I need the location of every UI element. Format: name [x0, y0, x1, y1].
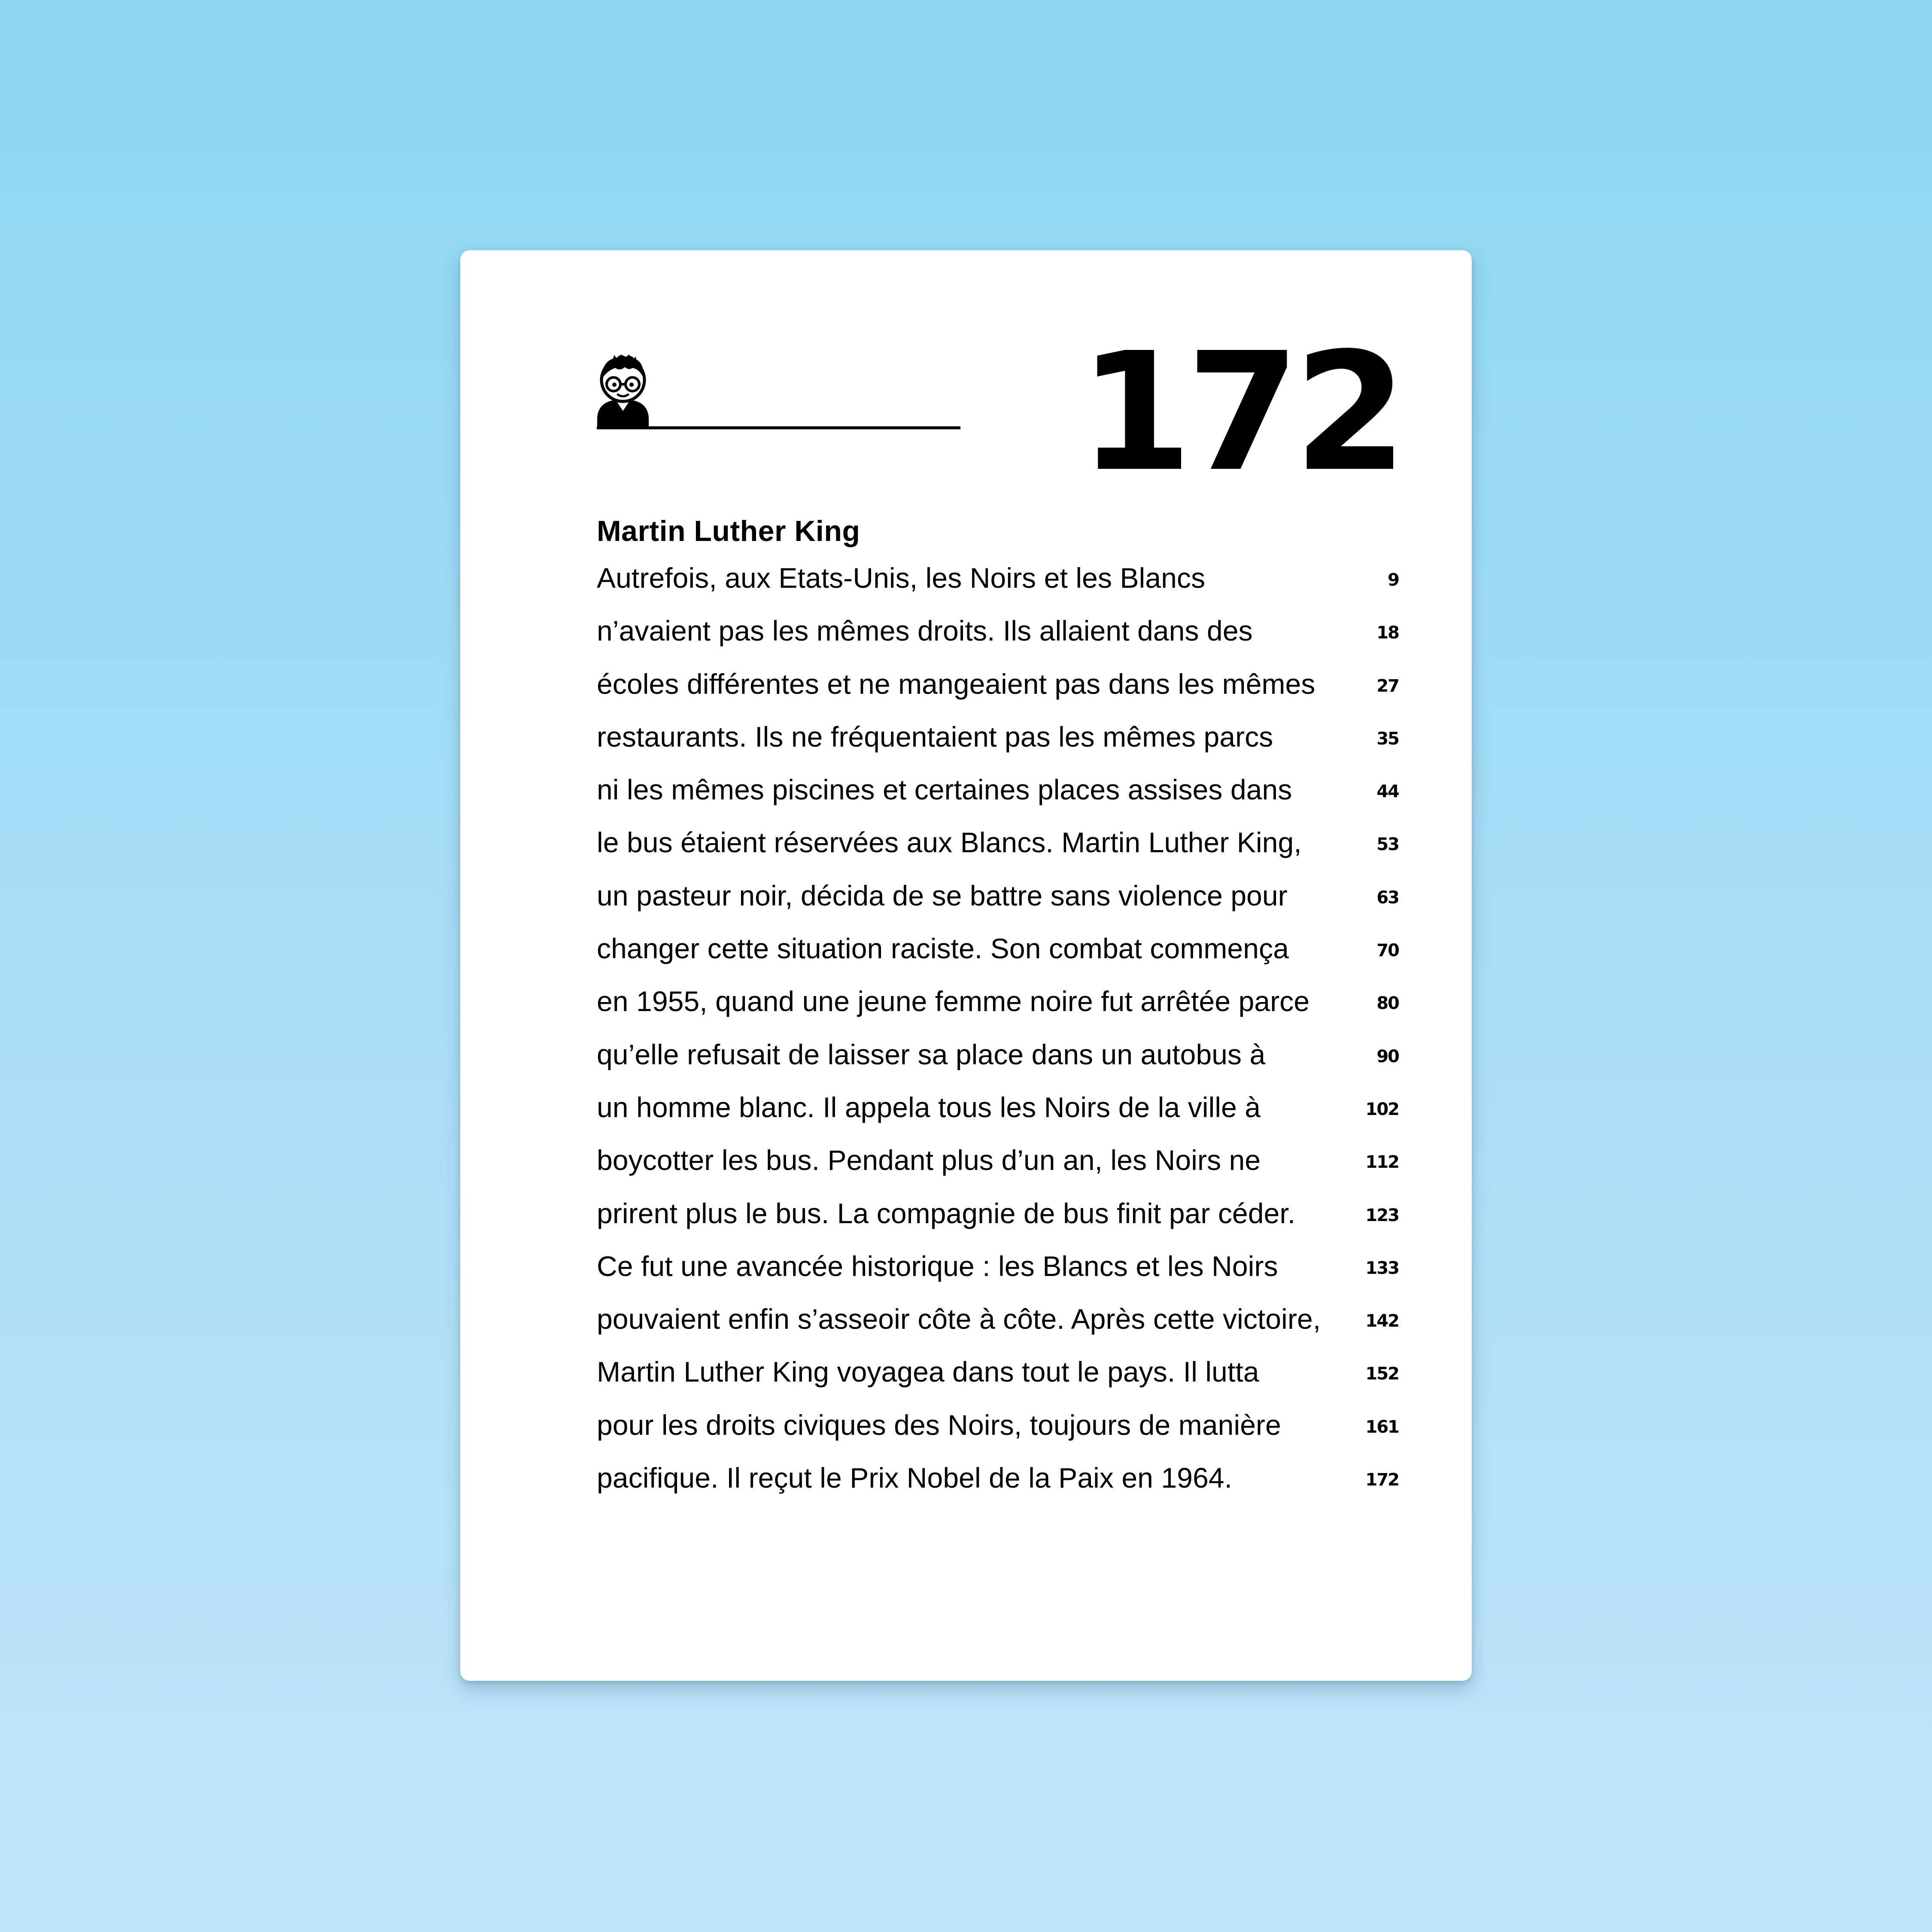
line-text: pouvaient enfin s’asseoir côte à côte. Après cette victoire,	[597, 1303, 1321, 1335]
line-text: écoles différentes et ne mangeaient pas dans les mêmes	[597, 668, 1315, 700]
text-line	[597, 1136, 1399, 1189]
line-text: n’avaient pas les mêmes droits. Ils allaient dans des	[597, 615, 1253, 647]
text-line	[597, 660, 1399, 713]
line-text: changer cette situation raciste. Son combat commença	[597, 933, 1289, 965]
line-text: prirent plus le bus. La compagnie de bus finit par céder.	[597, 1197, 1296, 1229]
text-lines	[597, 554, 1399, 1507]
text-line	[597, 1242, 1399, 1295]
text-line	[597, 554, 1399, 607]
text-line	[597, 1348, 1399, 1401]
student-name-line[interactable]	[597, 426, 960, 429]
text-line	[597, 1084, 1399, 1136]
cumulative-word-count: 18	[1376, 623, 1399, 643]
line-text: boycotter les bus. Pendant plus d’un an, les Noirs ne	[597, 1144, 1261, 1176]
cumulative-word-count: 102	[1365, 1099, 1399, 1119]
line-text: le bus étaient réservées aux Blancs. Martin Luther King,	[597, 826, 1302, 859]
cumulative-word-count: 53	[1376, 835, 1399, 855]
reading-card	[460, 250, 1472, 1681]
text-line	[597, 819, 1399, 872]
text-line	[597, 1031, 1399, 1084]
line-text: un pasteur noir, décida de se battre sans violence pour	[597, 879, 1288, 911]
text-title: Martin Luther King	[597, 515, 860, 547]
cumulative-word-count: 27	[1376, 676, 1399, 696]
text-line	[597, 1190, 1399, 1242]
cumulative-word-count: 161	[1365, 1417, 1399, 1437]
line-text: pacifique. Il reçut le Prix Nobel de la Paix en 1964.	[597, 1462, 1233, 1494]
line-text: Ce fut une avancée historique : les Blancs et les Noirs	[597, 1250, 1278, 1282]
text-line	[597, 766, 1399, 819]
line-text: pour les droits civiques des Noirs, toujours de manière	[597, 1409, 1281, 1441]
cumulative-word-count: 112	[1365, 1152, 1399, 1173]
line-text: en 1955, quand une jeune femme noire fut arrêtée parce	[597, 985, 1310, 1018]
cumulative-word-count: 123	[1365, 1205, 1399, 1225]
text-line	[597, 978, 1399, 1030]
cumulative-word-count: 63	[1376, 887, 1399, 908]
line-text: un homme blanc. Il appela tous les Noirs de la ville à	[597, 1091, 1261, 1123]
text-line	[597, 872, 1399, 925]
total-word-count: 172	[1078, 317, 1401, 507]
text-line	[597, 1454, 1399, 1507]
cumulative-word-count: 80	[1376, 993, 1399, 1014]
line-text: Autrefois, aux Etats-Unis, les Noirs et les Blancs	[597, 562, 1206, 594]
text-line	[597, 1401, 1399, 1454]
text-line	[597, 607, 1399, 660]
cumulative-word-count: 133	[1365, 1258, 1399, 1278]
cumulative-word-count: 9	[1388, 570, 1399, 590]
card-header	[597, 317, 1401, 507]
line-text: ni les mêmes piscines et certaines places assises dans	[597, 774, 1292, 806]
line-text: qu’elle refusait de laisser sa place dans un autobus à	[597, 1038, 1266, 1070]
text-line	[597, 713, 1399, 766]
line-text: restaurants. Ils ne fréquentaient pas les mêmes parcs	[597, 720, 1273, 753]
cumulative-word-count: 152	[1365, 1364, 1399, 1384]
line-text: Martin Luther King voyagea dans tout le pays. Il lutta	[597, 1356, 1259, 1388]
cumulative-word-count: 172	[1365, 1470, 1399, 1490]
cumulative-word-count: 44	[1376, 782, 1399, 802]
cumulative-word-count: 142	[1365, 1311, 1399, 1331]
cumulative-word-count: 70	[1376, 941, 1399, 961]
cumulative-word-count: 35	[1376, 729, 1399, 749]
text-line	[597, 925, 1399, 978]
student-with-glasses-icon	[595, 353, 651, 429]
text-line	[597, 1295, 1399, 1348]
cumulative-word-count: 90	[1376, 1046, 1399, 1066]
